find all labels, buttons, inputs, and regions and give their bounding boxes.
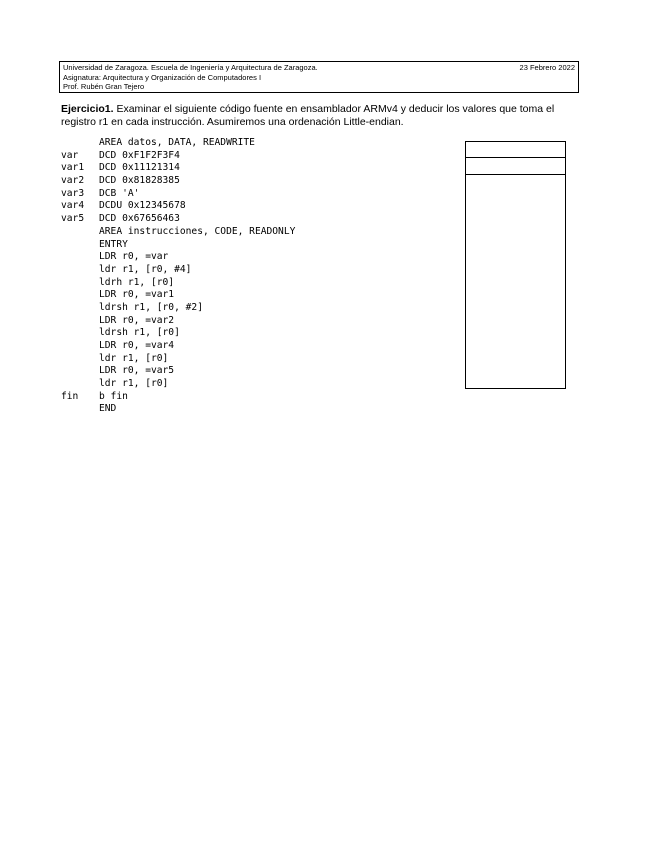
code-line xyxy=(61,365,295,378)
code-line xyxy=(61,239,295,252)
code-line xyxy=(61,391,295,404)
code-instruction: LDR r0, =var xyxy=(99,251,169,263)
code-instruction: b fin xyxy=(99,390,128,402)
code-instruction: DCDU 0x12345678 xyxy=(99,200,186,212)
code-line xyxy=(61,327,295,340)
code-line xyxy=(61,302,295,315)
code-label: fin xyxy=(61,390,79,402)
header-date: 23 Febrero 2022 xyxy=(519,63,575,72)
code-line xyxy=(61,188,295,201)
code-instruction: LDR r0, =var4 xyxy=(99,340,175,351)
code-instruction: AREA instrucciones, CODE, READONLY xyxy=(99,225,296,237)
code-label: var4 xyxy=(61,200,85,212)
header-professor: Prof. Rubén Gran Tejero xyxy=(63,82,145,92)
header-course: Asignatura: Arquitectura y Organización de Computadores I xyxy=(63,72,262,82)
exercise-statement xyxy=(61,103,581,129)
code-line xyxy=(61,289,295,302)
code-instruction: LDR r0, =var2 xyxy=(99,314,175,326)
code-instruction: ldr r1, [r0] xyxy=(99,352,169,364)
code-line xyxy=(61,264,295,277)
code-instruction: ldrsh r1, [r0] xyxy=(99,327,180,339)
code-line xyxy=(61,378,295,391)
code-label: var xyxy=(61,149,79,161)
code-line xyxy=(61,226,295,239)
code-line xyxy=(61,162,295,175)
code-label: var1 xyxy=(61,162,85,174)
code-line xyxy=(61,175,295,188)
code-instruction: ldrsh r1, [r0, #2] xyxy=(99,301,203,313)
code-line xyxy=(61,277,295,290)
exercise-title: Ejercicio1. xyxy=(61,103,114,115)
code-line xyxy=(61,137,295,150)
answer-box xyxy=(465,141,566,389)
code-line xyxy=(61,150,295,163)
code-line xyxy=(61,315,295,328)
code-instruction: LDR r0, =var5 xyxy=(99,365,175,377)
code-instruction: ldr r1, [r0] xyxy=(99,378,169,390)
code-line xyxy=(61,340,295,353)
code-label: var2 xyxy=(61,175,85,187)
code-instruction: ENTRY xyxy=(99,238,128,250)
code-line xyxy=(61,353,295,366)
code-instruction: END xyxy=(99,403,117,415)
code-instruction: DCB 'A' xyxy=(99,187,140,199)
code-instruction: AREA datos, DATA, READWRITE xyxy=(99,137,255,148)
code-line xyxy=(61,213,295,226)
code-instruction: ldr r1, [r0, #4] xyxy=(99,263,192,275)
document-header xyxy=(59,61,579,93)
answer-divider xyxy=(466,157,565,158)
code-instruction: DCD 0x11121314 xyxy=(99,162,180,174)
code-instruction: DCD 0xF1F2F3F4 xyxy=(99,149,180,161)
code-line xyxy=(61,403,295,416)
code-instruction: LDR r0, =var1 xyxy=(99,289,175,301)
answer-divider xyxy=(466,174,565,175)
exercise-text: Examinar el siguiente código fuente en ensamblador ARMv4 y deducir los valores que toma el registro r1 en cada instrucción. Asumiremos una ordenación Little-endian. xyxy=(61,103,555,128)
assembly-code xyxy=(61,137,295,416)
code-instruction: DCD 0x67656463 xyxy=(99,213,180,225)
code-line xyxy=(61,200,295,213)
code-line xyxy=(61,251,295,264)
header-institution: Universidad de Zaragoza. Escuela de Ingeniería y Arquitectura de Zaragoza. xyxy=(63,63,318,72)
code-instruction: ldrh r1, [r0] xyxy=(99,276,175,288)
code-label: var5 xyxy=(61,213,85,225)
code-label: var3 xyxy=(61,187,85,199)
code-instruction: DCD 0x81828385 xyxy=(99,175,180,187)
